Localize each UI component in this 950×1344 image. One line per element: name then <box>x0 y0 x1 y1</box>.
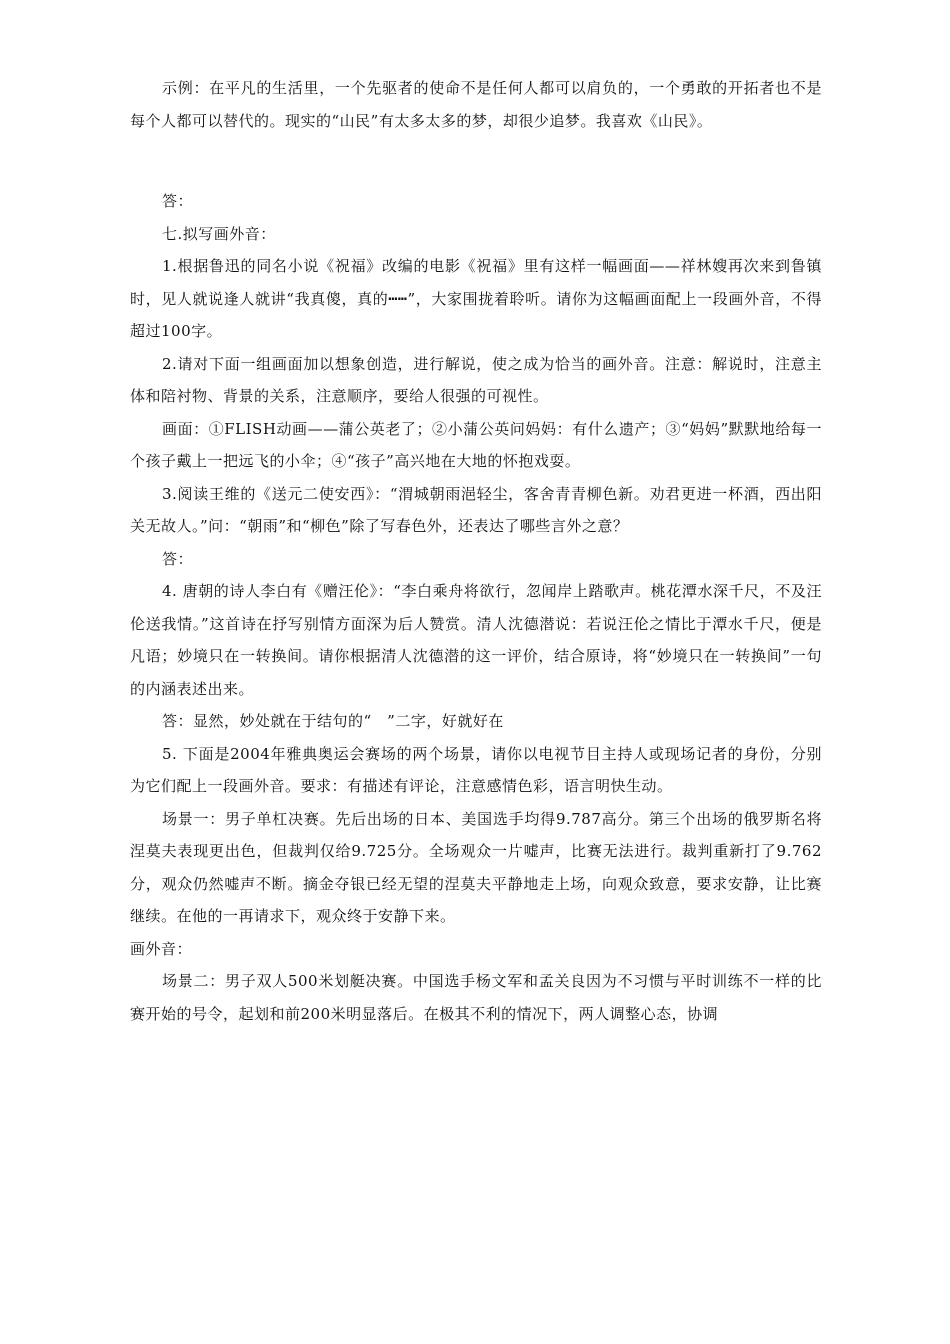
question-2-scene: 画面：①FLISH动画——蒲公英老了；②小蒲公英问妈妈：有什么遗产；③“妈妈”默默地给每一个孩子戴上一把远飞的小伞；④“孩子”高兴地在大地的怀抱戏耍。 <box>130 419 822 470</box>
scene-2: 场景二：男子双人500米划艇决赛。中国选手杨文军和孟关良因为不习惯与平时训练不一样的比赛开始的号令，起划和前200米明显落后。在极其不利的情况下，两人调整心态，协调 <box>130 972 822 1023</box>
question-1: 1.根据鲁迅的同名小说《祝福》改编的电影《祝福》里有这样一幅画面——祥林嫂再次来到鲁镇时，见人就说逢人就讲“我真傻，真的┅┅”，大家围拢着聆听。请你为这幅画面配上一段画外音，不得超过100字。 <box>130 257 822 340</box>
answer-label: 答： <box>162 192 194 210</box>
question-5: 5. 下面是2004年雅典奥运会赛场的两个场景，请你以电视节目主持人或现场记者的身份，分别为它们配上一段画外音。要求：有描述有评论，注意感情色彩，语言明快生动。 <box>130 744 822 795</box>
answer-4: 答：显然，妙处就在于结句的“ ”二字，好就好在 <box>162 712 504 730</box>
section-heading: 七.拟写画外音： <box>162 224 276 243</box>
voiceover-label: 画外音： <box>130 939 193 958</box>
answer-label: 答： <box>162 549 194 568</box>
example-paragraph: 示例：在平凡的生活里，一个先驱者的使命不是任何人都可以肩负的，一个勇敢的开拓者也不是每个人都可以替代的。现实的“山民”有太多太多的梦，却很少追梦。我喜欢《山民》。 <box>130 79 822 130</box>
question-4: 4. 唐朝的诗人李白有《赠汪伦》：“李白乘舟将欲行，忽闻岸上踏歌声。桃花潭水深千尺，不及汪伦送我情。”这首诗在抒写别情方面深为后人赞赏。清人沈德潜说：若说汪伦之情比于潭水千尺，便是凡语；妙境只在一转换间。请你根据清人沈德潜的这一评价，结合原诗，将“妙境只在一转换间”一句的内涵表述出来。 <box>130 582 822 698</box>
question-3: 3.阅读王维的《送元二使安西》：“渭城朝雨浥轻尘，客舍青青柳色新。劝君更进一杯酒，西出阳关无故人。”问：“朝雨”和“柳色”除了写春色外，还表达了哪些言外之意？ <box>130 484 822 535</box>
document-body <box>130 72 822 1030</box>
spacer <box>130 137 822 185</box>
question-2: 2.请对下面一组画面加以想象创造，进行解说，使之成为恰当的画外音。注意：解说时，注意主体和陪衬物、背景的关系，注意顺序，要给人很强的可视性。 <box>130 354 822 405</box>
scene-1: 场景一：男子单杠决赛。先后出场的日本、美国选手均得9.787高分。第三个出场的俄罗斯名将涅莫夫表现更出色，但裁判仅给9.725分。全场观众一片嘘声，比赛无法进行。裁判重新打了9.762分，观众仍然嘘声不断。摘金夺银已经无望的涅莫夫平静地走上场，向观众致意，要求安静，让比赛继续。在他的一再请求下，观众终于安静下来。 <box>130 809 822 925</box>
